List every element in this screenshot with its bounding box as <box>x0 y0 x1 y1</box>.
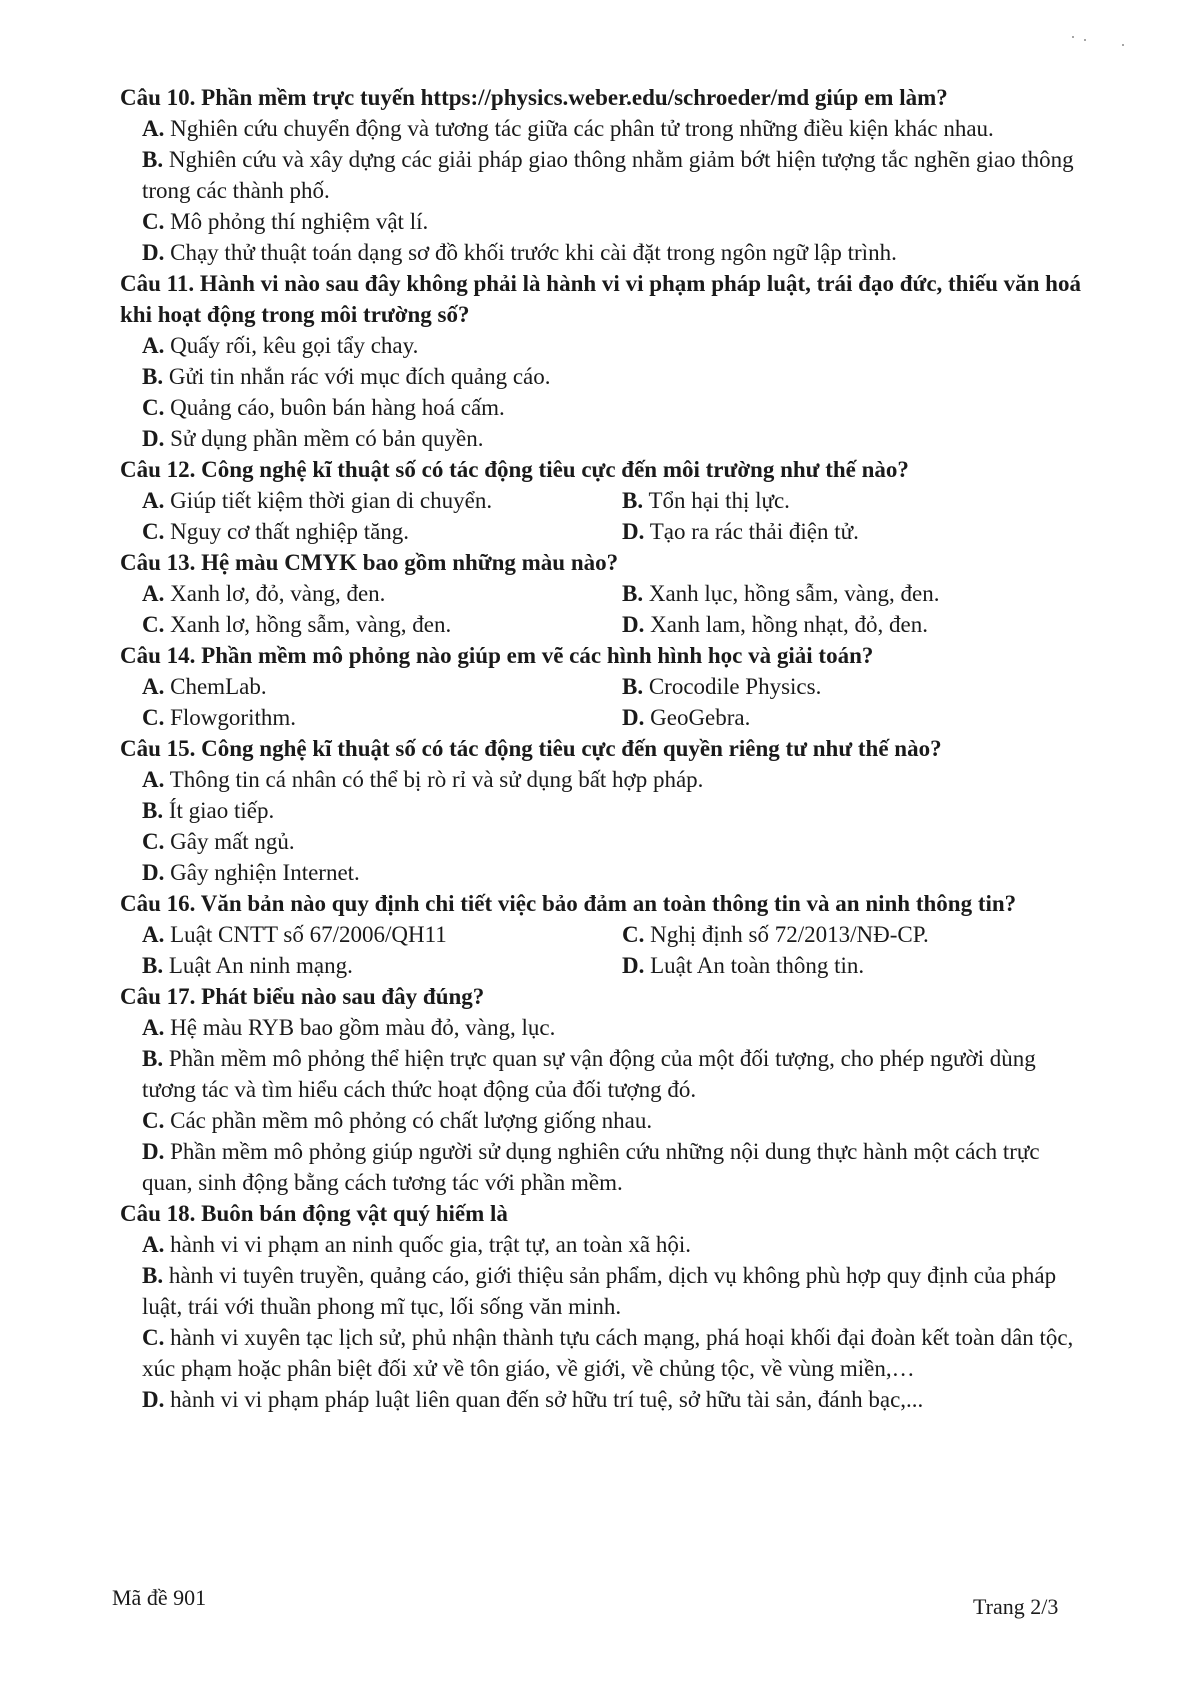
option-text: Chạy thử thuật toán dạng sơ đồ khối trước khi cài đặt trong ngôn ngữ lập trình. <box>170 240 897 265</box>
answer-option <box>120 1322 1085 1384</box>
option-letter: D. <box>622 519 645 544</box>
option-letter: C. <box>142 1108 165 1133</box>
answer-option <box>622 702 1102 733</box>
option-text: hành vi vi phạm an ninh quốc gia, trật tự, an toàn xã hội. <box>170 1232 692 1257</box>
option-text: Mô phỏng thí nghiệm vật lí. <box>170 209 429 234</box>
option-text: Nghiên cứu chuyển động và tương tác giữa các phân tử trong những điều kiện khác nhau. <box>170 116 994 141</box>
option-letter: C. <box>142 209 165 234</box>
option-letter: B. <box>142 798 164 823</box>
answer-option <box>120 423 1085 454</box>
option-letter: B. <box>142 953 164 978</box>
answer-option <box>120 1136 1085 1198</box>
option-letter: B. <box>622 488 644 513</box>
option-text: Gửi tin nhắn rác với mục đích quảng cáo. <box>168 364 551 389</box>
answer-option <box>142 702 622 733</box>
option-letter: B. <box>142 1263 164 1288</box>
question-block <box>120 1198 1085 1415</box>
question-stem: Câu 14. Phần mềm mô phỏng nào giúp em vẽ các hình hình học và giải toán? <box>120 643 874 668</box>
option-letter: D. <box>622 705 645 730</box>
option-text: Tạo ra rác thải điện tử. <box>649 519 859 544</box>
option-text: Tổn hại thị lực. <box>648 488 790 513</box>
option-letter: B. <box>142 364 164 389</box>
question-block <box>120 981 1085 1198</box>
option-letter: D. <box>142 1139 165 1164</box>
answer-option <box>120 206 1085 237</box>
option-text: Xanh lơ, đỏ, vàng, đen. <box>170 581 386 606</box>
answer-option <box>142 578 622 609</box>
answer-options <box>120 330 1085 454</box>
option-text: ChemLab. <box>170 674 267 699</box>
answer-option <box>622 609 1102 640</box>
question-block <box>120 888 1085 981</box>
scan-specks <box>1070 30 1130 50</box>
option-letter: D. <box>142 1387 165 1412</box>
option-text: Giúp tiết kiệm thời gian di chuyển. <box>170 488 493 513</box>
answer-option <box>142 950 622 981</box>
option-text: hành vi vi phạm pháp luật liên quan đến sở hữu trí tuệ, sở hữu tài sản, đánh bạc,... <box>170 1387 924 1412</box>
option-text: Xanh lơ, hồng sẫm, vàng, đen. <box>170 612 452 637</box>
option-letter: A. <box>142 674 165 699</box>
option-text: Luật CNTT số 67/2006/QH11 <box>170 922 447 947</box>
answer-options <box>120 578 1085 640</box>
exam-code: Mã đề 901 <box>112 1585 207 1610</box>
option-letter: A. <box>142 116 165 141</box>
question-list <box>120 82 1085 1415</box>
answer-options <box>120 113 1085 268</box>
answer-option <box>120 392 1085 423</box>
option-letter: A. <box>142 922 165 947</box>
answer-options <box>120 1012 1085 1198</box>
answer-option <box>120 826 1085 857</box>
answer-option <box>142 516 622 547</box>
answer-option <box>142 919 622 950</box>
option-text: Xanh lam, hồng nhạt, đỏ, đen. <box>650 612 928 637</box>
answer-option <box>120 1043 1085 1105</box>
answer-options <box>120 485 1085 547</box>
answer-option <box>120 857 1085 888</box>
answer-options <box>120 919 1085 981</box>
answer-options <box>120 1229 1085 1415</box>
option-text: hành vi tuyên truyền, quảng cáo, giới thiệu sản phẩm, dịch vụ không phù hợp quy định của pháp luật, trái với thuần phong mĩ tục, lối sống văn minh. <box>142 1263 1057 1319</box>
option-letter: A. <box>142 1232 165 1257</box>
answer-option <box>120 1229 1085 1260</box>
question-stem: Câu 16. Văn bản nào quy định chi tiết việc bảo đảm an toàn thông tin và an ninh thông tin? <box>120 891 1017 916</box>
option-text: Phần mềm mô phỏng giúp người sử dụng nghiên cứu những nội dung thực hành một cách trực quan, sinh động bằng cách tương tác với phần mềm. <box>142 1139 1040 1195</box>
answer-option <box>120 1384 1085 1415</box>
question-block <box>120 733 1085 888</box>
option-text: Gây nghiện Internet. <box>170 860 360 885</box>
option-letter: A. <box>142 333 165 358</box>
question-stem: Câu 10. Phần mềm trực tuyến https://physics.weber.edu/schroeder/md giúp em làm? <box>120 85 948 110</box>
question-stem: Câu 17. Phát biểu nào sau đây đúng? <box>120 984 485 1009</box>
question-stem: Câu 13. Hệ màu CMYK bao gồm những màu nào? <box>120 550 619 575</box>
option-text: Xanh lục, hồng sẫm, vàng, đen. <box>648 581 940 606</box>
option-text: Nghiên cứu và xây dựng các giải pháp giao thông nhằm giảm bớt hiện tượng tắc nghẽn giao thông trong các thành phố. <box>142 147 1074 203</box>
answer-option <box>120 795 1085 826</box>
answer-option <box>120 361 1085 392</box>
question-block <box>120 454 1085 547</box>
option-text: Gây mất ngủ. <box>170 829 295 854</box>
question-stem: Câu 18. Buôn bán động vật quý hiếm là <box>120 1201 508 1226</box>
option-letter: A. <box>142 1015 165 1040</box>
option-letter: C. <box>142 1325 165 1350</box>
answer-option <box>120 764 1085 795</box>
option-letter: D. <box>142 860 165 885</box>
option-text: Quảng cáo, buôn bán hàng hoá cấm. <box>170 395 505 420</box>
option-letter: D. <box>622 612 645 637</box>
option-letter: C. <box>142 519 165 544</box>
option-letter: B. <box>622 674 644 699</box>
option-text: Crocodile Physics. <box>648 674 822 699</box>
question-block <box>120 640 1085 733</box>
option-letter: D. <box>622 953 645 978</box>
question-block <box>120 82 1085 268</box>
option-letter: C. <box>142 705 165 730</box>
option-text: Nghị định số 72/2013/NĐ-CP. <box>650 922 929 947</box>
option-text: Phần mềm mô phỏng thể hiện trực quan sự vận động của một đối tượng, cho phép người dùng tương tác và tìm hiểu cách thức hoạt động của đối tượng đó. <box>142 1046 1036 1102</box>
answer-option <box>622 919 1102 950</box>
question-block <box>120 547 1085 640</box>
question-stem: Câu 15. Công nghệ kĩ thuật số có tác động tiêu cực đến quyền riêng tư như thế nào? <box>120 736 942 761</box>
option-text: Các phần mềm mô phỏng có chất lượng giống nhau. <box>170 1108 653 1133</box>
option-letter: C. <box>142 612 165 637</box>
answer-option <box>622 578 1102 609</box>
option-letter: A. <box>142 488 165 513</box>
question-stem: Câu 12. Công nghệ kĩ thuật số có tác động tiêu cực đến môi trường như thế nào? <box>120 457 909 482</box>
option-letter: C. <box>622 922 645 947</box>
option-text: Quấy rối, kêu gọi tẩy chay. <box>170 333 419 358</box>
option-text: Hệ màu RYB bao gồm màu đỏ, vàng, lục. <box>170 1015 556 1040</box>
answer-option <box>120 330 1085 361</box>
answer-option <box>622 516 1102 547</box>
answer-option <box>142 671 622 702</box>
option-letter: A. <box>142 767 165 792</box>
option-letter: B. <box>142 147 164 172</box>
option-letter: B. <box>142 1046 164 1071</box>
question-block <box>120 268 1085 454</box>
option-letter: D. <box>142 240 165 265</box>
answer-option <box>120 144 1085 206</box>
answer-option <box>142 485 622 516</box>
answer-options <box>120 671 1085 733</box>
answer-option <box>622 671 1102 702</box>
option-text: Luật An toàn thông tin. <box>650 953 865 978</box>
option-letter: A. <box>142 581 165 606</box>
option-text: Sử dụng phần mềm có bản quyền. <box>170 426 484 451</box>
option-letter: B. <box>622 581 644 606</box>
page-number: Trang 2/3 <box>973 1594 1059 1619</box>
option-letter: C. <box>142 395 165 420</box>
option-text: Thông tin cá nhân có thể bị rò rỉ và sử dụng bất hợp pháp. <box>169 767 704 792</box>
answer-option <box>142 609 622 640</box>
option-text: Flowgorithm. <box>170 705 296 730</box>
answer-option <box>120 237 1085 268</box>
option-text: Ít giao tiếp. <box>168 798 275 823</box>
question-stem: Câu 11. Hành vi nào sau đây không phải là hành vi vi phạm pháp luật, trái đạo đức, thiếu văn hoá khi hoạt động trong môi trường số? <box>120 271 1081 327</box>
option-text: Nguy cơ thất nghiệp tăng. <box>170 519 410 544</box>
answer-option <box>120 1105 1085 1136</box>
answer-option <box>622 485 1102 516</box>
option-letter: C. <box>142 829 165 854</box>
option-letter: D. <box>142 426 165 451</box>
answer-option <box>622 950 1102 981</box>
option-text: GeoGebra. <box>650 705 751 730</box>
answer-option <box>120 113 1085 144</box>
option-text: Luật An ninh mạng. <box>168 953 353 978</box>
answer-options <box>120 764 1085 888</box>
answer-option <box>120 1260 1085 1322</box>
option-text: hành vi xuyên tạc lịch sử, phủ nhận thành tựu cách mạng, phá hoại khối đại đoàn kết toàn dân tộc, xúc phạm hoặc phân biệt đối xử về tôn giáo, về giới, về chủng tộc, về vùng miền,… <box>142 1325 1074 1381</box>
answer-option <box>120 1012 1085 1043</box>
